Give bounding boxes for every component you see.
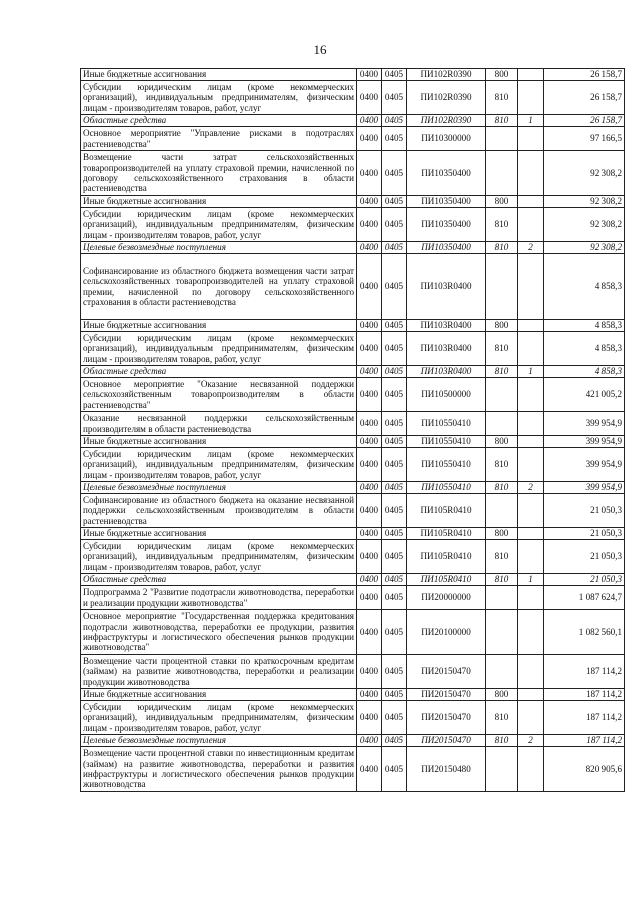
table-row bbox=[81, 701, 625, 735]
amount-cell: 4 858,3 bbox=[544, 332, 625, 366]
section-code-cell: 0400 bbox=[357, 320, 382, 332]
target-article-cell: ПИ105R0410 bbox=[407, 494, 486, 528]
subsection-code-cell: 0405 bbox=[382, 208, 407, 242]
row-name-cell: Иные бюджетные ассигнования bbox=[81, 69, 357, 81]
amount-cell: 92 308,2 bbox=[544, 196, 625, 208]
row-name-cell: Областные средства bbox=[81, 366, 357, 378]
table-row bbox=[81, 689, 625, 701]
target-article-cell: ПИ20150470 bbox=[407, 701, 486, 735]
funding-source-cell bbox=[518, 208, 544, 242]
row-name-cell: Иные бюджетные ассигнования bbox=[81, 320, 357, 332]
section-code-cell: 0400 bbox=[357, 254, 382, 320]
table-row bbox=[81, 332, 625, 366]
section-code-cell: 0400 bbox=[357, 735, 382, 747]
amount-cell: 26 158,7 bbox=[544, 69, 625, 81]
expense-type-cell bbox=[486, 610, 518, 655]
expense-type-cell: 800 bbox=[486, 436, 518, 448]
expense-type-cell: 810 bbox=[486, 540, 518, 574]
row-name-cell: Субсидии юридическим лицам (кроме некоммерческих организаций), индивидуальным предпринимателям, физическим лицам - производителям товаров, работ, услуг bbox=[81, 81, 357, 115]
expense-type-cell: 810 bbox=[486, 701, 518, 735]
subsection-code-cell: 0405 bbox=[382, 127, 407, 151]
subsection-code-cell: 0405 bbox=[382, 701, 407, 735]
row-name-cell: Областные средства bbox=[81, 574, 357, 586]
expense-type-cell bbox=[486, 254, 518, 320]
row-name-cell: Софинансирование из областного бюджета на оказание несвязанной поддержки сельскохозяйственным производителям в области растениеводства bbox=[81, 494, 357, 528]
funding-source-cell bbox=[518, 378, 544, 412]
section-code-cell: 0400 bbox=[357, 482, 382, 494]
funding-source-cell bbox=[518, 332, 544, 366]
section-code-cell: 0400 bbox=[357, 332, 382, 366]
subsection-code-cell: 0405 bbox=[382, 332, 407, 366]
amount-cell: 421 005,2 bbox=[544, 378, 625, 412]
target-article-cell: ПИ105R0410 bbox=[407, 574, 486, 586]
funding-source-cell bbox=[518, 586, 544, 610]
expense-type-cell bbox=[486, 151, 518, 196]
subsection-code-cell: 0405 bbox=[382, 366, 407, 378]
target-article-cell: ПИ103R0400 bbox=[407, 320, 486, 332]
target-article-cell: ПИ102R0390 bbox=[407, 69, 486, 81]
amount-cell: 26 158,7 bbox=[544, 81, 625, 115]
funding-source-cell: 1 bbox=[518, 366, 544, 378]
section-code-cell: 0400 bbox=[357, 366, 382, 378]
target-article-cell: ПИ10550410 bbox=[407, 436, 486, 448]
amount-cell: 820 905,6 bbox=[544, 747, 625, 792]
section-code-cell: 0400 bbox=[357, 81, 382, 115]
row-name-cell: Иные бюджетные ассигнования bbox=[81, 528, 357, 540]
table-row bbox=[81, 436, 625, 448]
section-code-cell: 0400 bbox=[357, 127, 382, 151]
expense-type-cell: 810 bbox=[486, 448, 518, 482]
row-name-cell: Целевые безвозмездные поступления bbox=[81, 735, 357, 747]
amount-cell: 26 158,7 bbox=[544, 115, 625, 127]
table-row bbox=[81, 151, 625, 196]
funding-source-cell: 2 bbox=[518, 242, 544, 254]
target-article-cell: ПИ10350400 bbox=[407, 196, 486, 208]
target-article-cell: ПИ105R0410 bbox=[407, 528, 486, 540]
amount-cell: 1 082 560,1 bbox=[544, 610, 625, 655]
expense-type-cell: 810 bbox=[486, 366, 518, 378]
funding-source-cell bbox=[518, 655, 544, 689]
amount-cell: 187 114,2 bbox=[544, 701, 625, 735]
funding-source-cell: 2 bbox=[518, 482, 544, 494]
funding-source-cell bbox=[518, 196, 544, 208]
funding-source-cell bbox=[518, 610, 544, 655]
amount-cell: 21 050,3 bbox=[544, 528, 625, 540]
target-article-cell: ПИ10350400 bbox=[407, 242, 486, 254]
table-row bbox=[81, 747, 625, 792]
table-row bbox=[81, 196, 625, 208]
table-row bbox=[81, 208, 625, 242]
funding-source-cell bbox=[518, 701, 544, 735]
subsection-code-cell: 0405 bbox=[382, 254, 407, 320]
table-row bbox=[81, 254, 625, 320]
row-name-cell: Основное мероприятие "Государственная поддержка кредитования подотрасли животноводства, переработки ее продукции, развития инфраструктуры и логистического обеспечения рынков продукции животноводства" bbox=[81, 610, 357, 655]
table-row bbox=[81, 412, 625, 436]
target-article-cell: ПИ102R0390 bbox=[407, 115, 486, 127]
row-name-cell: Иные бюджетные ассигнования bbox=[81, 689, 357, 701]
table-row bbox=[81, 448, 625, 482]
section-code-cell: 0400 bbox=[357, 378, 382, 412]
funding-source-cell bbox=[518, 436, 544, 448]
table-row bbox=[81, 378, 625, 412]
subsection-code-cell: 0405 bbox=[382, 320, 407, 332]
amount-cell: 92 308,2 bbox=[544, 242, 625, 254]
expense-type-cell: 800 bbox=[486, 689, 518, 701]
subsection-code-cell: 0405 bbox=[382, 689, 407, 701]
funding-source-cell: 1 bbox=[518, 115, 544, 127]
amount-cell: 1 087 624,7 bbox=[544, 586, 625, 610]
expense-type-cell bbox=[486, 378, 518, 412]
subsection-code-cell: 0405 bbox=[382, 610, 407, 655]
amount-cell: 187 114,2 bbox=[544, 735, 625, 747]
expense-type-cell bbox=[486, 412, 518, 436]
funding-source-cell bbox=[518, 689, 544, 701]
row-name-cell: Возмещение части затрат сельскохозяйственных товаропроизводителей на уплату страховой премии, начисленной по договору сельскохозяйственного страхования в области растениеводства bbox=[81, 151, 357, 196]
section-code-cell: 0400 bbox=[357, 494, 382, 528]
table-row bbox=[81, 735, 625, 747]
row-name-cell: Основное мероприятие "Оказание несвязанной поддержки сельскохозяйственным товаропроизводителям в области растениеводства" bbox=[81, 378, 357, 412]
subsection-code-cell: 0405 bbox=[382, 735, 407, 747]
amount-cell: 92 308,2 bbox=[544, 151, 625, 196]
section-code-cell: 0400 bbox=[357, 528, 382, 540]
section-code-cell: 0400 bbox=[357, 586, 382, 610]
section-code-cell: 0400 bbox=[357, 655, 382, 689]
table-row bbox=[81, 366, 625, 378]
subsection-code-cell: 0405 bbox=[382, 586, 407, 610]
table-row bbox=[81, 586, 625, 610]
target-article-cell: ПИ20100000 bbox=[407, 610, 486, 655]
expense-type-cell bbox=[486, 747, 518, 792]
amount-cell: 187 114,2 bbox=[544, 689, 625, 701]
expense-type-cell: 810 bbox=[486, 115, 518, 127]
expense-type-cell: 810 bbox=[486, 574, 518, 586]
subsection-code-cell: 0405 bbox=[382, 436, 407, 448]
expense-type-cell: 810 bbox=[486, 482, 518, 494]
table-row bbox=[81, 610, 625, 655]
expense-type-cell: 800 bbox=[486, 196, 518, 208]
target-article-cell: ПИ103R0400 bbox=[407, 254, 486, 320]
subsection-code-cell: 0405 bbox=[382, 574, 407, 586]
amount-cell: 4 858,3 bbox=[544, 254, 625, 320]
section-code-cell: 0400 bbox=[357, 747, 382, 792]
section-code-cell: 0400 bbox=[357, 701, 382, 735]
subsection-code-cell: 0405 bbox=[382, 482, 407, 494]
funding-source-cell bbox=[518, 448, 544, 482]
budget-table-body bbox=[81, 69, 625, 792]
section-code-cell: 0400 bbox=[357, 242, 382, 254]
expense-type-cell: 810 bbox=[486, 208, 518, 242]
funding-source-cell: 1 bbox=[518, 574, 544, 586]
subsection-code-cell: 0405 bbox=[382, 448, 407, 482]
row-name-cell: Областные средства bbox=[81, 115, 357, 127]
subsection-code-cell: 0405 bbox=[382, 81, 407, 115]
funding-source-cell bbox=[518, 540, 544, 574]
section-code-cell: 0400 bbox=[357, 151, 382, 196]
section-code-cell: 0400 bbox=[357, 574, 382, 586]
amount-cell: 399 954,9 bbox=[544, 412, 625, 436]
table-row bbox=[81, 81, 625, 115]
section-code-cell: 0400 bbox=[357, 689, 382, 701]
expense-type-cell: 810 bbox=[486, 242, 518, 254]
target-article-cell: ПИ10350400 bbox=[407, 208, 486, 242]
subsection-code-cell: 0405 bbox=[382, 151, 407, 196]
funding-source-cell bbox=[518, 69, 544, 81]
subsection-code-cell: 0405 bbox=[382, 242, 407, 254]
section-code-cell: 0400 bbox=[357, 69, 382, 81]
target-article-cell: ПИ102R0390 bbox=[407, 81, 486, 115]
target-article-cell: ПИ20150480 bbox=[407, 747, 486, 792]
row-name-cell: Основное мероприятие "Управление рисками в подотраслях растениеводства" bbox=[81, 127, 357, 151]
section-code-cell: 0400 bbox=[357, 115, 382, 127]
funding-source-cell bbox=[518, 127, 544, 151]
target-article-cell: ПИ10550410 bbox=[407, 412, 486, 436]
amount-cell: 4 858,3 bbox=[544, 320, 625, 332]
table-row bbox=[81, 242, 625, 254]
funding-source-cell bbox=[518, 494, 544, 528]
row-name-cell: Целевые безвозмездные поступления bbox=[81, 242, 357, 254]
section-code-cell: 0400 bbox=[357, 610, 382, 655]
subsection-code-cell: 0405 bbox=[382, 115, 407, 127]
expense-type-cell: 800 bbox=[486, 320, 518, 332]
target-article-cell: ПИ20000000 bbox=[407, 586, 486, 610]
row-name-cell: Софинансирование из областного бюджета возмещения части затрат сельскохозяйственных товаропроизводителей на уплату страховой премии, начисленной по договору сельскохозяйственного страхования в области растениеводства bbox=[81, 254, 357, 320]
expense-type-cell bbox=[486, 127, 518, 151]
expense-type-cell: 810 bbox=[486, 735, 518, 747]
subsection-code-cell: 0405 bbox=[382, 378, 407, 412]
section-code-cell: 0400 bbox=[357, 540, 382, 574]
funding-source-cell bbox=[518, 412, 544, 436]
target-article-cell: ПИ10500000 bbox=[407, 378, 486, 412]
amount-cell: 97 166,5 bbox=[544, 127, 625, 151]
expense-type-cell: 810 bbox=[486, 332, 518, 366]
expense-type-cell bbox=[486, 494, 518, 528]
row-name-cell: Целевые безвозмездные поступления bbox=[81, 482, 357, 494]
table-row bbox=[81, 482, 625, 494]
table-row bbox=[81, 655, 625, 689]
amount-cell: 4 858,3 bbox=[544, 366, 625, 378]
subsection-code-cell: 0405 bbox=[382, 494, 407, 528]
section-code-cell: 0400 bbox=[357, 448, 382, 482]
funding-source-cell: 2 bbox=[518, 735, 544, 747]
row-name-cell: Иные бюджетные ассигнования bbox=[81, 196, 357, 208]
row-name-cell: Иные бюджетные ассигнования bbox=[81, 436, 357, 448]
row-name-cell: Субсидии юридическим лицам (кроме некоммерческих организаций), индивидуальным предпринимателям, физическим лицам - производителям товаров, работ, услуг bbox=[81, 540, 357, 574]
target-article-cell: ПИ105R0410 bbox=[407, 540, 486, 574]
row-name-cell: Возмещение части процентной ставки по инвестиционным кредитам (займам) на развитие животноводства, переработки и развития инфраструктуры и логистического обеспечения рынков продукции животноводства bbox=[81, 747, 357, 792]
funding-source-cell bbox=[518, 151, 544, 196]
funding-source-cell bbox=[518, 747, 544, 792]
table-row bbox=[81, 320, 625, 332]
table-row bbox=[81, 540, 625, 574]
subsection-code-cell: 0405 bbox=[382, 412, 407, 436]
target-article-cell: ПИ10550410 bbox=[407, 482, 486, 494]
expense-type-cell: 800 bbox=[486, 528, 518, 540]
expense-type-cell: 800 bbox=[486, 69, 518, 81]
target-article-cell: ПИ20150470 bbox=[407, 689, 486, 701]
target-article-cell: ПИ103R0400 bbox=[407, 332, 486, 366]
row-name-cell: Субсидии юридическим лицам (кроме некоммерческих организаций), индивидуальным предпринимателям, физическим лицам - производителям товаров, работ, услуг bbox=[81, 208, 357, 242]
amount-cell: 21 050,3 bbox=[544, 540, 625, 574]
funding-source-cell bbox=[518, 81, 544, 115]
subsection-code-cell: 0405 bbox=[382, 196, 407, 208]
page-number: 16 bbox=[313, 42, 327, 57]
amount-cell: 21 050,3 bbox=[544, 494, 625, 528]
row-name-cell: Субсидии юридическим лицам (кроме некоммерческих организаций), индивидуальным предпринимателям, физическим лицам - производителям товаров, работ, услуг bbox=[81, 448, 357, 482]
row-name-cell: Субсидии юридическим лицам (кроме некоммерческих организаций), индивидуальным предпринимателям, физическим лицам - производителям товаров, работ, услуг bbox=[81, 332, 357, 366]
table-row bbox=[81, 528, 625, 540]
section-code-cell: 0400 bbox=[357, 412, 382, 436]
subsection-code-cell: 0405 bbox=[382, 655, 407, 689]
funding-source-cell bbox=[518, 320, 544, 332]
subsection-code-cell: 0405 bbox=[382, 747, 407, 792]
amount-cell: 399 954,9 bbox=[544, 482, 625, 494]
row-name-cell: Субсидии юридическим лицам (кроме некоммерческих организаций), индивидуальным предпринимателям, физическим лицам - производителям товаров, работ, услуг bbox=[81, 701, 357, 735]
amount-cell: 399 954,9 bbox=[544, 436, 625, 448]
target-article-cell: ПИ20150470 bbox=[407, 655, 486, 689]
amount-cell: 187 114,2 bbox=[544, 655, 625, 689]
row-name-cell: Возмещение части процентной ставки по краткосрочным кредитам (займам) на развитие животноводства, переработки и реализации продукции животноводства bbox=[81, 655, 357, 689]
target-article-cell: ПИ10350400 bbox=[407, 151, 486, 196]
row-name-cell: Оказание несвязанной поддержки сельскохозяйственным производителям в области растениеводства bbox=[81, 412, 357, 436]
table-row bbox=[81, 494, 625, 528]
expense-type-cell bbox=[486, 655, 518, 689]
table-row bbox=[81, 69, 625, 81]
budget-table bbox=[80, 68, 625, 792]
section-code-cell: 0400 bbox=[357, 436, 382, 448]
amount-cell: 21 050,3 bbox=[544, 574, 625, 586]
target-article-cell: ПИ103R0400 bbox=[407, 366, 486, 378]
expense-type-cell bbox=[486, 586, 518, 610]
target-article-cell: ПИ10550410 bbox=[407, 448, 486, 482]
subsection-code-cell: 0405 bbox=[382, 528, 407, 540]
funding-source-cell bbox=[518, 528, 544, 540]
section-code-cell: 0400 bbox=[357, 196, 382, 208]
row-name-cell: Подпрограмма 2 "Развитие подотрасли животноводства, переработки и реализации продукции животноводства" bbox=[81, 586, 357, 610]
target-article-cell: ПИ10300000 bbox=[407, 127, 486, 151]
amount-cell: 92 308,2 bbox=[544, 208, 625, 242]
funding-source-cell bbox=[518, 254, 544, 320]
expense-type-cell: 810 bbox=[486, 81, 518, 115]
table-row bbox=[81, 115, 625, 127]
amount-cell: 399 954,9 bbox=[544, 448, 625, 482]
table-row bbox=[81, 127, 625, 151]
subsection-code-cell: 0405 bbox=[382, 69, 407, 81]
target-article-cell: ПИ20150470 bbox=[407, 735, 486, 747]
table-row bbox=[81, 574, 625, 586]
section-code-cell: 0400 bbox=[357, 208, 382, 242]
subsection-code-cell: 0405 bbox=[382, 540, 407, 574]
